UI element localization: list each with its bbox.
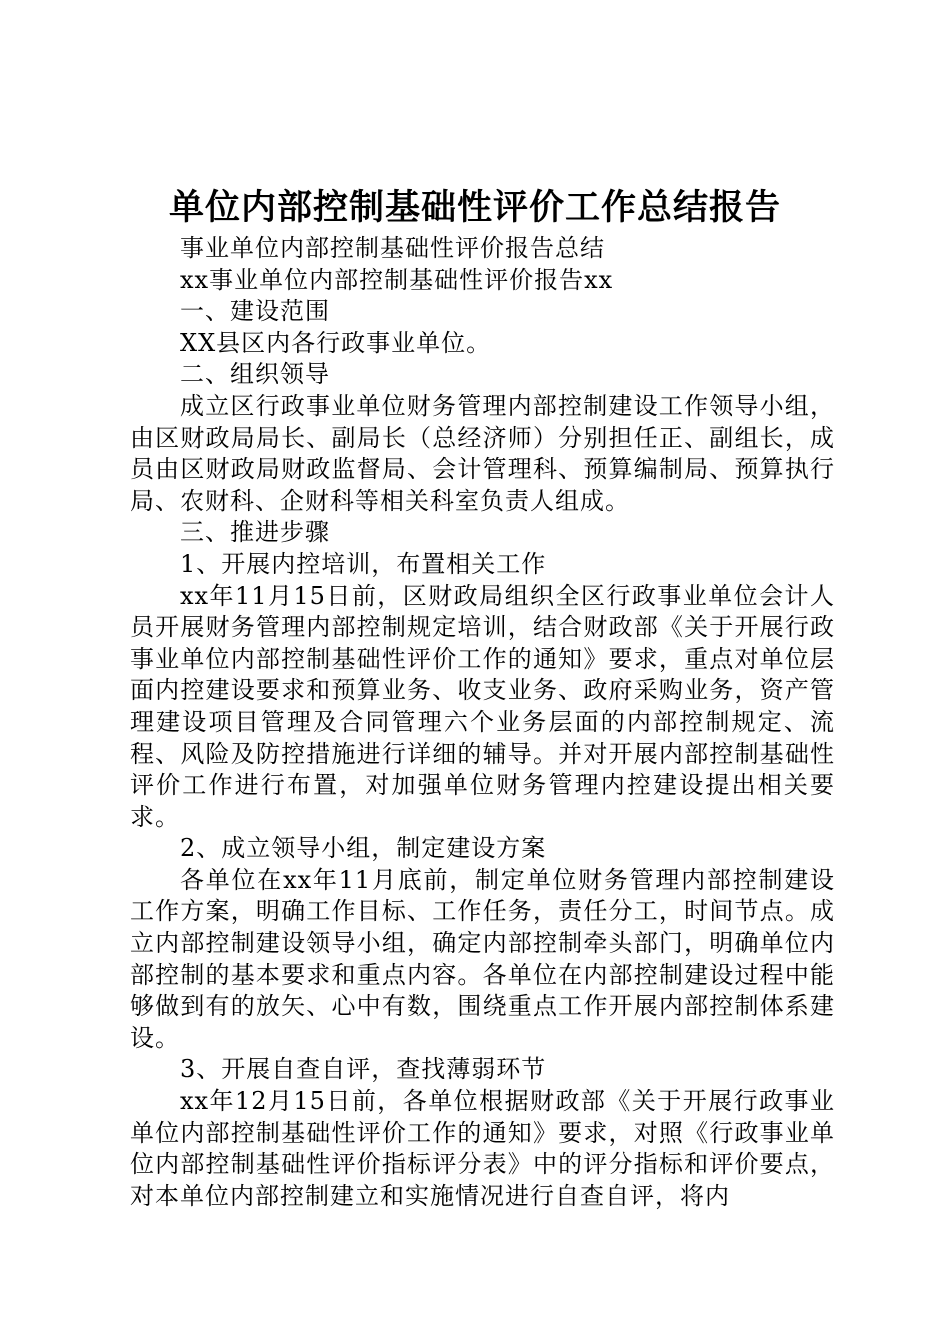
document-body bbox=[130, 233, 835, 1212]
document-title: 单位内部控制基础性评价工作总结报告 bbox=[168, 187, 781, 228]
step-3-heading: 3、开展自查自评，查找薄弱环节 bbox=[180, 1055, 547, 1084]
leadership-paragraph: 成立区行政事业单位财务管理内部控制建设工作领导小组，由区财政局局长、副局长（总经济师）分别担任正、副组长，成员由区财政局财政监督局、会计管理科、预算编制局、预算执行局、农财科、企财科等相关科室负责人组成。 bbox=[130, 391, 835, 515]
scope-paragraph: XX县区内各行政事业单位。 bbox=[180, 328, 492, 357]
section-heading-scope: 一、建设范围 bbox=[180, 297, 330, 326]
step-1-paragraph: xx年11月15日前，区财政局组织全区行政事业单位会计人员开展财务管理内部控制规定培训，结合财政部《关于开展行政事业单位内部控制基础性评价工作的通知》要求，重点对单位层面内控建设要求和预算业务、收支业务、政府采购业务，资产管理建设项目管理及合同管理六个业务层面的内部控制规定、流程、风险及防控措施进行详细的辅导。并对开展内部控制基础性评价工作进行布置，对加强单位财务管理内控建设提出相关要求。 bbox=[130, 581, 835, 831]
step-2-heading: 2、成立领导小组，制定建设方案 bbox=[180, 834, 547, 863]
section-heading-leadership: 二、组织领导 bbox=[180, 360, 330, 389]
section-heading-steps: 三、推进步骤 bbox=[180, 518, 330, 547]
step-1-heading: 1、开展内控培训，布置相关工作 bbox=[180, 549, 547, 578]
report-name-paragraph: xx事业单位内部控制基础性评价报告xx bbox=[180, 265, 614, 294]
subtitle-paragraph: 事业单位内部控制基础性评价报告总结 bbox=[180, 234, 605, 262]
step-2-paragraph: 各单位在xx年11月底前，制定单位财务管理内部控制建设工作方案，明确工作目标、工作任务，责任分工，时间节点。成立内部控制建设领导小组，确定内部控制牵头部门，明确单位内部控制的基本要求和重点内容。各单位在内部控制建设过程中能够做到有的放矢、心中有数，围绕重点工作开展内部控制体系建设。 bbox=[130, 865, 835, 1052]
step-3-paragraph: xx年12月15日前，各单位根据财政部《关于开展行政事业单位内部控制基础性评价工作的通知》要求，对照《行政事业单位内部控制基础性评价指标评分表》中的评分指标和评价要点，对本单位内部控制建立和实施情况进行自查自评，将内 bbox=[130, 1087, 835, 1210]
